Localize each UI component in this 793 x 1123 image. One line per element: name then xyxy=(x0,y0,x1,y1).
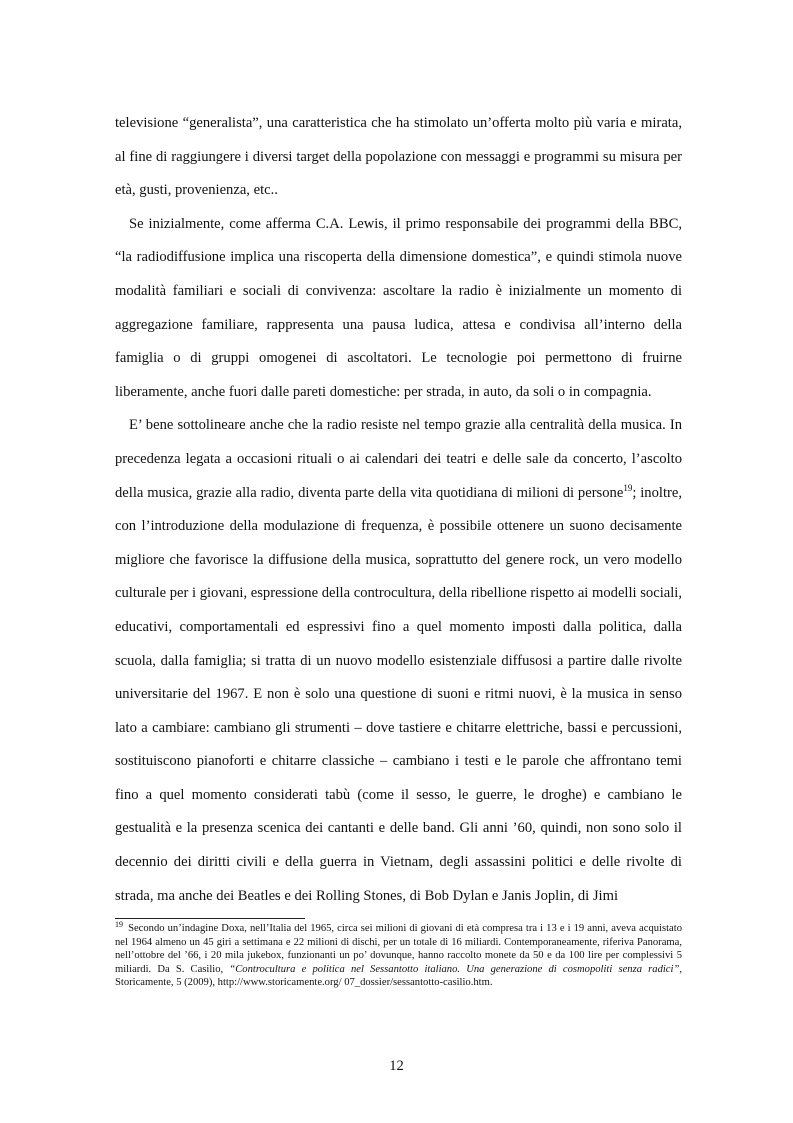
page-number: 12 xyxy=(389,1058,404,1074)
footnote-text-a: Secondo un’indagine Doxa, nell’Italia del 1965, circa sei milioni di giovani di età compresa tra i 13 e i 19 anni, aveva acquistato nel 1964 almeno un 45 giri a settimana e 22 milioni di dischi, per un totale di 16 miliardi. Contemporaneamente, riferiva Panorama, nell’ottobre del ’66, i 20 mila jukebox, funzionanti un po’ dovunque, hanno raccolto monete da 50 e da 100 lire per complessivi 5 miliardi. Da S. Casilio, xyxy=(115,923,682,975)
footnote-divider xyxy=(115,918,305,919)
paragraph-3-text-b: ; inoltre, con l’introduzione della modulazione di frequenza, è possibile ottenere un suono decisamente migliore che favorisce la diffusione della musica, soprattutto del genere rock, un vero modello culturale per i giovani, espressione della controcultura, della ribellione rispetto ai modelli sociali, educativi, comportamentali ed espressivi fino a quel momento imposti dalla politica, dalla scuola, dalla famiglia; si tratta di un nuovo modello esistenziale diffusosi a partire dalle rivolte universitarie del 1967. E non è solo una questione di suoni e ritmi nuovi, è la musica in senso lato a cambiare: cambiano gli strumenti – dove tastiere e chitarre elettriche, bassi e percussioni, sostituiscono pianoforti e chitarre classiche – cambiano i testi e le parole che affrontano temi fino a quel momento considerati tabù (come il sesso, le guerre, le droghe) e cambiano le gestualità e la presenza scenica dei cantanti e delle band. Gli anni ’60, quindi, non sono solo il decennio dei diritti civili e della guerra in Vietnam, degli assassini politici e delle rivolte di strada, ma anche dei Beatles e dei Rolling Stones, di Bob Dylan e Janis Joplin, di Jimi xyxy=(115,484,682,904)
paragraph-2-text: Se inizialmente, come afferma C.A. Lewis, il primo responsabile dei programmi della BBC, “la radiodiffusione implica una riscoperta della dimensione domestica”, e quindi stimola nuove modalità familiari e sociali di convivenza: ascoltare la radio è inizialmente un momento di aggregazione familiare, rappresenta una pausa ludica, attesa e condivisa all’interno della famiglia o di gruppi omogenei di ascoltatori. Le tecnologie poi permettono di fruirne liberamente, anche fuori dalle pareti domestiche: per strada, in auto, da soli o in compagnia. xyxy=(115,215,682,400)
paragraph-1-text: televisione “generalista”, una caratteristica che ha stimolato un’offerta molto più varia e mirata, al fine di raggiungere i diversi target della popolazione con messaggi e programmi su misura per età, gusti, provenienza, etc.. xyxy=(115,115,682,199)
paragraph-3 xyxy=(115,409,682,913)
footnote-reference[interactable]: 19 xyxy=(623,482,633,493)
body-text xyxy=(115,107,682,913)
paragraph-3-text-a: E’ bene sottolineare anche che la radio resiste nel tempo grazie alla centralità della musica. In precedenza legata a occasioni rituali o ai calendari dei teatri e delle sale da concerto, l’ascolto della musica, grazie alla radio, diventa parte della vita quotidiana di milioni di persone xyxy=(115,417,682,501)
paragraph-2 xyxy=(115,208,682,410)
footnote-number: 19 xyxy=(115,920,123,929)
footnote-title: “Controcultura e politica nel Sessantotto italiano. Una generazione di cosmopoliti senza radici”, xyxy=(229,963,682,975)
paragraph-1 xyxy=(115,107,682,208)
footnote xyxy=(115,922,682,990)
footnote-text-b: Storicamente, 5 (2009), http://www.storicamente.org/ 07_dossier/sessantotto-casilio.htm. xyxy=(115,977,493,989)
